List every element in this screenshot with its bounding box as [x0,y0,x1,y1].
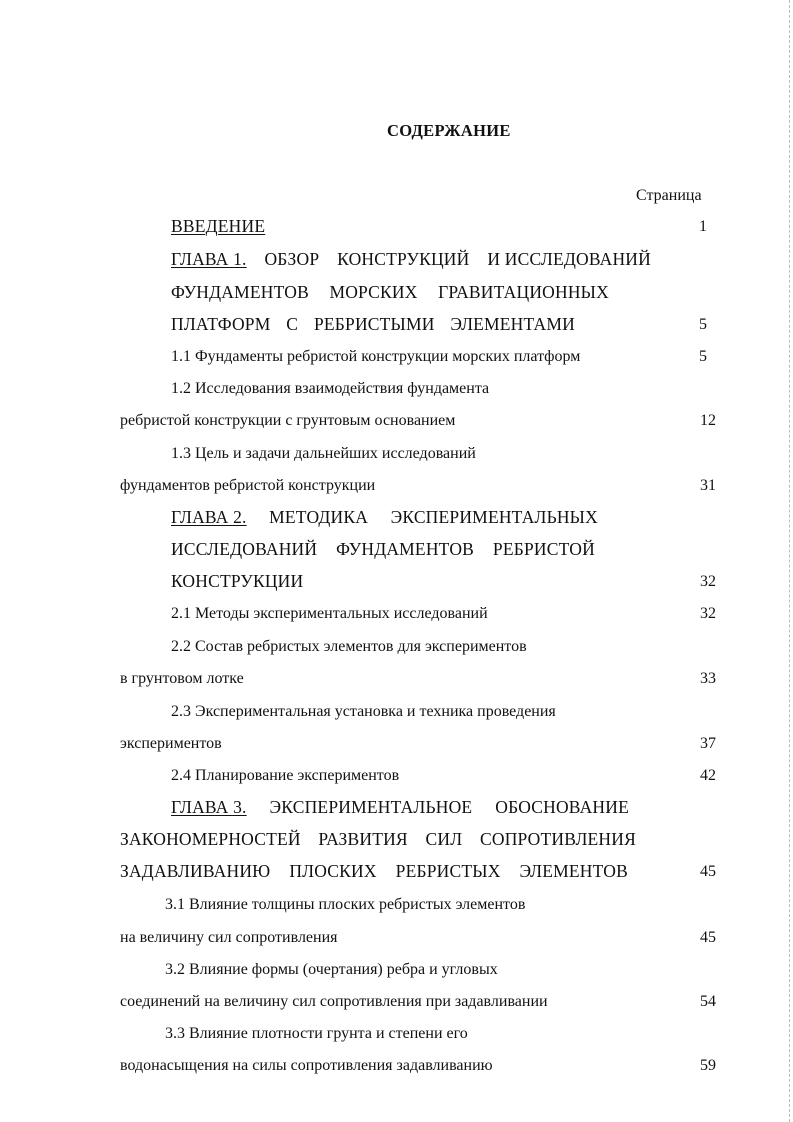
toc-ch1-word: КОНСТРУКЦИЙ [337,249,470,269]
toc-ch3-word: ОБОСНОВАНИЕ [495,797,629,817]
toc-s3-1-text1: 3.1 Влияние толщины плоских ребристых элементов [165,896,526,913]
toc-s2-3-text2: экспериментов [120,735,222,752]
toc-ch1-word: С [286,314,299,334]
toc-ch3-prefix[interactable]: ГЛАВА 3. [171,797,247,817]
toc-ch1-line2 [171,282,609,302]
toc-s2-2-text1: 2.2 Состав ребристых элементов для экспериментов [171,638,527,655]
toc-ch3-page: 45 [700,863,716,880]
toc-ch1-prefix[interactable]: ГЛАВА 1. [171,249,247,269]
toc-s1-2-text2: ребристой конструкции с грунтовым основанием [120,412,456,429]
toc-ch1-page: 5 [699,316,707,333]
toc-ch3-line2 [120,829,636,849]
toc-ch1-word: ЭЛЕМЕНТАМИ [450,314,575,334]
toc-ch1-line1 [171,249,651,269]
toc-s3-1-text2: на величину сил сопротивления [120,929,338,946]
toc-ch1-word: МОРСКИХ [329,282,418,302]
toc-ch3-word: ПЛОСКИХ [289,861,377,881]
toc-s1-1-page: 5 [699,348,707,365]
toc-ch1-word: ГРАВИТАЦИОННЫХ [438,282,609,302]
toc-ch1-line3 [171,314,575,334]
toc-ch2-page: 32 [700,573,716,590]
toc-s3-2-text2: соединений на величину сил сопротивления при задавливании [120,993,548,1010]
toc-s3-3-text1: 3.3 Влияние плотности грунта и степени его [165,1025,468,1042]
page-title: СОДЕРЖАНИЕ [387,121,511,140]
toc-s2-2-page: 33 [700,670,716,687]
toc-ch2-line3: КОНСТРУКЦИИ [171,571,304,591]
toc-ch2-word: ФУНДАМЕНТОВ [336,539,475,559]
toc-ch3-word: ЭКСПЕРИМЕНТАЛЬНОЕ [269,797,473,817]
toc-ch1-word: РЕБРИСТЫМИ [313,314,435,334]
toc-ch2-line1 [171,507,598,527]
toc-s2-1-text: 2.1 Методы экспериментальных исследований [171,605,488,622]
toc-s3-2-text1: 3.2 Влияние формы (очертания) ребра и угловых [165,961,498,978]
toc-ch3-word: ЗАКОНОМЕРНОСТЕЙ [120,829,301,849]
toc-s1-3-page: 31 [700,477,716,494]
toc-s1-3-text1: 1.3 Цель и задачи дальнейших исследований [171,445,476,462]
toc-ch2-word: МЕТОДИКА [269,507,369,527]
toc-intro-page: 1 [699,218,707,235]
toc-ch2-word: ЭКСПЕРИМЕНТАЛЬНЫХ [390,507,598,527]
toc-s1-2-text1: 1.2 Исследования взаимодействия фундамента [171,380,490,397]
toc-s1-2-page: 12 [700,412,716,429]
toc-ch1-word: ПЛАТФОРМ [171,314,271,334]
toc-ch3-word: РАЗВИТИЯ [318,829,408,849]
toc-s3-3-text2: водонасыщения на силы сопротивления задавливанию [120,1057,493,1074]
toc-s2-3-text1: 2.3 Экспериментальная установка и техника проведения [171,703,556,720]
toc-ch2-word: РЕБРИСТОЙ [492,539,595,559]
toc-s2-3-page: 37 [700,735,716,752]
toc-s3-3-page: 59 [700,1057,716,1074]
toc-ch3-line3 [120,861,628,881]
toc-ch2-line2 [171,539,595,559]
toc-ch3-word: СИЛ [425,829,463,849]
toc-ch3-word: СОПРОТИВЛЕНИЯ [479,829,636,849]
toc-ch2-prefix[interactable]: ГЛАВА 2. [171,507,247,527]
toc-s1-1-text: 1.1 Фундаменты ребристой конструкции морских платформ [171,348,581,365]
toc-ch3-word: ЗАДАВЛИВАНИЮ [120,861,271,881]
page-column-header: Страница [636,187,702,204]
page-edge-line [788,0,790,1122]
toc-ch2-word: ИССЛЕДОВАНИЙ [171,539,318,559]
toc-ch3-word: ЭЛЕМЕНТОВ [519,861,628,881]
toc-s2-4-text: 2.4 Планирование экспериментов [171,767,400,784]
toc-s3-1-page: 45 [700,929,716,946]
toc-ch1-word: И ИССЛЕДОВАНИЙ [487,249,651,269]
toc-s2-1-page: 32 [700,605,716,622]
toc-s3-2-page: 54 [700,993,716,1010]
toc-s2-4-page: 42 [700,767,716,784]
toc-s2-2-text2: в грунтовом лотке [120,670,244,687]
toc-ch1-word: ОБЗОР [264,249,320,269]
toc-ch1-word: ФУНДАМЕНТОВ [171,282,309,302]
toc-ch3-word: РЕБРИСТЫХ [395,861,501,881]
toc-s1-3-text2: фундаментов ребристой конструкции [120,477,376,494]
toc-ch3-line1 [171,797,629,817]
toc-intro-label[interactable]: ВВЕДЕНИЕ [171,216,266,236]
